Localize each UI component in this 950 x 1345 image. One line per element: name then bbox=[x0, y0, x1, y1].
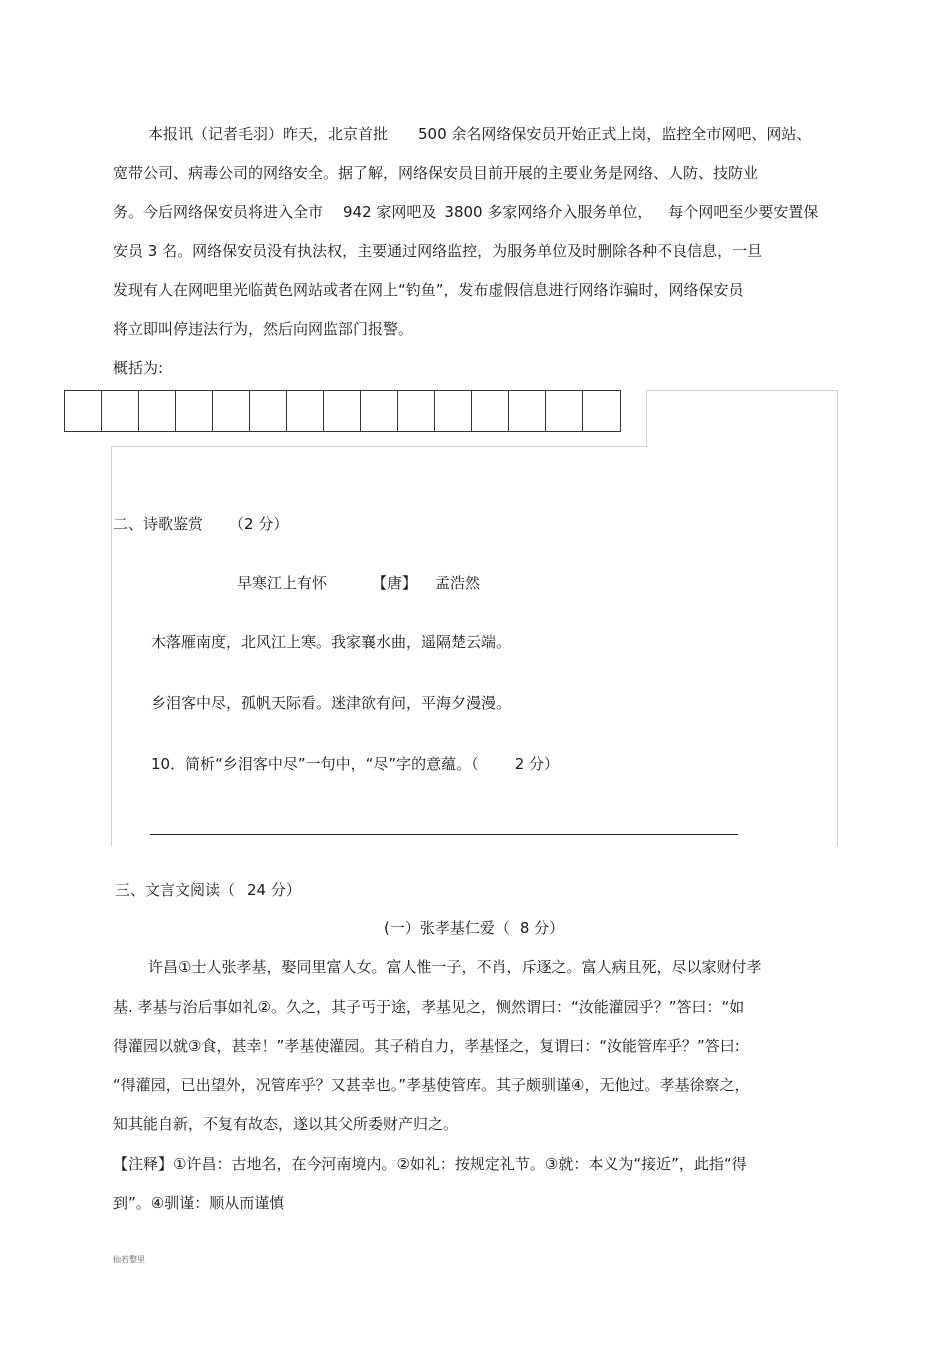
classical-line-4: “得灌园，已出望外，况管库乎？又甚幸也。”孝基使管库。其子颇驯谨④，无他过。孝基徐察之， bbox=[113, 1076, 750, 1094]
news-line-3 bbox=[113, 202, 818, 222]
poem-author: 孟浩然 bbox=[435, 574, 481, 592]
frame-line-right bbox=[837, 390, 838, 846]
answer-box[interactable] bbox=[472, 391, 509, 431]
note-line-1: 【注释】①许昌：古地名，在今河南境内。②如礼：按规定礼节。③就：本义为“接近”，此指“得 bbox=[113, 1155, 747, 1173]
answer-box[interactable] bbox=[65, 391, 102, 431]
poem-dynasty: 【唐】 bbox=[372, 574, 418, 592]
footer-text: 仙若整里 bbox=[113, 1255, 145, 1264]
answer-box[interactable] bbox=[250, 391, 287, 431]
answer-line[interactable] bbox=[150, 834, 738, 835]
news-line-6: 将立即叫停违法行为，然后向网监部门报警。 bbox=[113, 320, 414, 338]
classical-heading-text: 三、文言文阅读（ bbox=[115, 881, 236, 899]
news-line-1-part-a: 本报讯（记者毛羽）昨天，北京首批 bbox=[148, 125, 389, 143]
answer-box[interactable] bbox=[435, 391, 472, 431]
classical-subheading-text: (一）张孝基仁爱（ bbox=[384, 919, 510, 937]
poetry-heading bbox=[113, 514, 288, 534]
classical-heading bbox=[115, 880, 301, 900]
classical-line-5: 知其能自新，不复有故态，遂以其父所委财产归之。 bbox=[113, 1115, 459, 1133]
news-line-3-part-a: 务。今后网络保安员将进入全市 bbox=[113, 203, 324, 221]
answer-box-row[interactable] bbox=[64, 390, 621, 432]
answer-box[interactable] bbox=[139, 391, 176, 431]
classical-line-3: 得灌园以就③食，甚幸！”孝基使灌园。其子稍自力，孝基怪之，复谓曰：“汝能管库乎？”答曰: bbox=[113, 1037, 740, 1055]
frame-line-top bbox=[646, 390, 838, 391]
poetry-heading-score: （2 分） bbox=[229, 515, 289, 533]
summary-label: 概括为: bbox=[113, 359, 164, 377]
news-line-5: 发现有人在网吧里光临黄色网站或者在网上“钓鱼”，发布虚假信息进行网络诈骗时，网络保安员 bbox=[113, 281, 744, 299]
answer-box[interactable] bbox=[546, 391, 583, 431]
news-line-3-part-d: 每个网吧至少要安置保 bbox=[668, 203, 819, 221]
note-line-2: 到”。④驯谨：顺从而谨慎 bbox=[113, 1194, 285, 1212]
answer-box[interactable] bbox=[509, 391, 546, 431]
news-line-3-part-c: 3800 多家网络介入服务单位， bbox=[444, 203, 653, 221]
poetry-heading-text: 二、诗歌鉴赏 bbox=[113, 515, 204, 533]
poem-line-2: 乡泪客中尽，孤帆天际看。迷津欲有问，平海夕漫漫。 bbox=[151, 694, 512, 712]
poem-line-1: 木落雁南度，北风江上寒。我家襄水曲，遥隔楚云端。 bbox=[151, 633, 512, 651]
poem-title-line bbox=[237, 573, 480, 593]
answer-box[interactable] bbox=[213, 391, 250, 431]
news-line-1 bbox=[148, 124, 811, 144]
classical-heading-score: 24 分） bbox=[247, 881, 301, 899]
classical-subheading bbox=[384, 918, 564, 938]
answer-box[interactable] bbox=[398, 391, 435, 431]
answer-box[interactable] bbox=[583, 391, 620, 431]
poem-title: 早寒江上有怀 bbox=[237, 574, 328, 592]
poetry-question-text: 10．简析“乡泪客中尽”一句中，“尽”字的意蕴。（ bbox=[151, 755, 479, 773]
classical-subheading-score: 8 分） bbox=[519, 919, 565, 937]
classical-line-2: 基. 孝基与治后事如礼②。久之，其子丐于途，孝基见之，恻然谓曰：“汝能灌园乎？”答曰：“如 bbox=[113, 998, 745, 1016]
frame-line-inner-vertical bbox=[646, 390, 647, 447]
poetry-question bbox=[151, 754, 559, 774]
answer-box[interactable] bbox=[102, 391, 139, 431]
classical-line-1: 许昌①士人张孝基，娶同里富人女。富人惟一子，不肖，斥逐之。富人病且死，尽以家财付孝 bbox=[148, 958, 762, 976]
news-line-4: 安员 3 名。网络保安员没有执法权，主要通过网络监控，为服务单位及时删除各种不良信息，一旦 bbox=[113, 242, 763, 260]
answer-box[interactable] bbox=[176, 391, 213, 431]
answer-box[interactable] bbox=[287, 391, 324, 431]
poetry-question-score: 2 分） bbox=[514, 755, 559, 773]
news-line-2: 宽带公司、病毒公司的网络安全。据了解，网络保安员目前开展的主要业务是网络、人防、技防业 bbox=[113, 164, 759, 182]
answer-box[interactable] bbox=[324, 391, 361, 431]
frame-line-inner-horizontal bbox=[111, 446, 647, 447]
news-line-1-part-b: 500 余名网络保安员开始正式上岗，监控全市网吧、网站、 bbox=[418, 125, 812, 143]
frame-line-left bbox=[111, 446, 112, 846]
news-line-3-part-b: 942 家网吧及 bbox=[343, 203, 437, 221]
answer-box[interactable] bbox=[361, 391, 398, 431]
